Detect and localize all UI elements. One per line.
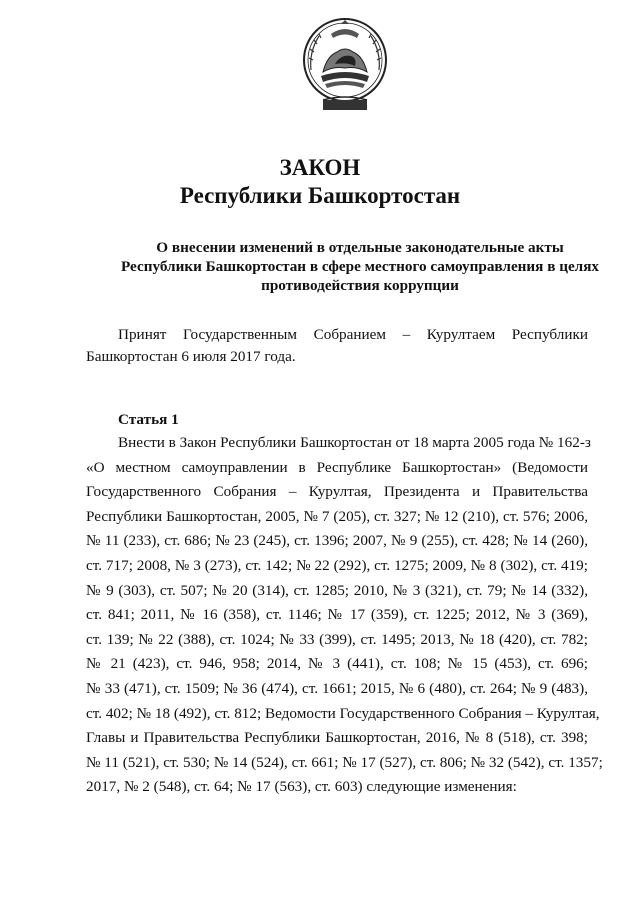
article-heading: Статья 1 bbox=[118, 411, 179, 428]
article-text-line: ст. 139; № 22 (388), ст. 1024; № 33 (399), ст. 1495; 2013, № 18 (420), ст. 782; bbox=[86, 630, 588, 648]
article-text-line: ст. 402; № 18 (492), ст. 812; Ведомости Государственного Собрания – Курултая, bbox=[86, 704, 600, 722]
document-title: ЗАКОН bbox=[279, 155, 361, 180]
article-text-line: «О местном самоуправлении в Республике Башкортостан» (Ведомости bbox=[86, 458, 588, 476]
adoption-note-line: Принят Государственным Собранием – Курултаем Республики bbox=[118, 326, 588, 343]
article-text-line: № 9 (303), ст. 507; № 20 (314), ст. 1285; 2010, № 3 (321), ст. 79; № 14 (332), bbox=[86, 581, 588, 599]
article-text-line: № 21 (423), ст. 946, 958; 2014, № 3 (441), ст. 108; № 15 (453), ст. 696; bbox=[86, 655, 588, 673]
bashkortostan-coat-of-arms-icon bbox=[301, 16, 389, 116]
article-text-line: ст. 841; 2011, № 16 (358), ст. 1146; № 17 (359), ст. 1225; 2012, № 3 (369), bbox=[86, 606, 588, 624]
article-text-line: Республики Башкортостан, 2005, № 7 (205), ст. 327; № 12 (210), ст. 576; 2006, bbox=[86, 507, 588, 525]
article-text-line: Главы и Правительства Республики Башкортостан, 2016, № 8 (518), ст. 398; bbox=[86, 729, 588, 747]
article-text-line: № 33 (471), ст. 1509; № 36 (474), ст. 1661; 2015, № 6 (480), ст. 264; № 9 (483), bbox=[86, 679, 588, 697]
adoption-note-line: Башкортостан 6 июля 2017 года. bbox=[86, 348, 296, 365]
article-text-line: ст. 717; 2008, № 3 (273), ст. 142; № 22 (292), ст. 1275; 2009, № 8 (302), ст. 419; bbox=[86, 556, 588, 574]
law-subject-line: О внесении изменений в отдельные законодательные акты bbox=[156, 239, 564, 256]
document-title-republic: Республики Башкортостан bbox=[179, 183, 461, 208]
article-text-line: № 11 (521), ст. 530; № 14 (524), ст. 661; № 17 (527), ст. 806; № 32 (542), ст. 1357; bbox=[86, 753, 603, 771]
article-text-line: 2017, № 2 (548), ст. 64; № 17 (563), ст. 603) следующие изменения: bbox=[86, 778, 517, 796]
law-subject bbox=[60, 238, 640, 295]
article-body bbox=[86, 431, 603, 800]
article-text-line: № 11 (233), ст. 686; № 23 (245), ст. 1396; 2007, № 9 (255), ст. 428; № 14 (260), bbox=[86, 532, 588, 550]
article-text-line: Внести в Закон Республики Башкортостан от 18 марта 2005 года № 162-з bbox=[118, 434, 591, 451]
law-subject-line: Республики Башкортостан в сфере местного самоуправления в целях bbox=[120, 258, 600, 275]
article-text-line: Государственного Собрания – Курултая, Президента и Правительства bbox=[86, 483, 588, 501]
adoption-note bbox=[86, 324, 588, 368]
law-subject-line: противодействия коррупции bbox=[261, 277, 459, 294]
